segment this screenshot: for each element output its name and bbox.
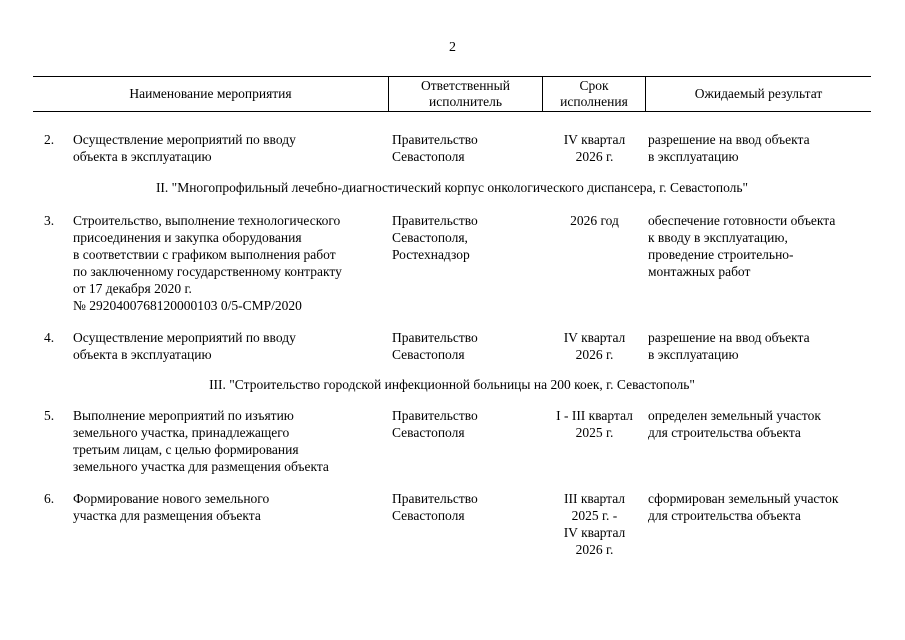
deadline: III квартал 2025 г. - IV квартал 2026 г.: [563, 491, 626, 557]
executor: Правительство Севастополя: [392, 132, 478, 164]
row-number: 4.: [44, 330, 55, 345]
deadline: IV квартал 2026 г.: [563, 330, 626, 362]
page-number: 2: [449, 40, 456, 55]
header-term: Срок исполнения: [560, 78, 628, 109]
activity-name: Выполнение мероприятий по изъятию земельного участка, принадлежащего третьим лицам, с целью формирования земельного участка для размещения объекта: [73, 408, 329, 474]
row-number: 5.: [44, 408, 55, 423]
row-number: 2.: [44, 132, 55, 147]
deadline: 2026 год: [570, 213, 619, 228]
row-number: 3.: [44, 213, 55, 228]
activity-name: Формирование нового земельного участка для размещения объекта: [73, 491, 270, 523]
section-heading: III. "Строительство городской инфекционной больницы на 200 коек, г. Севастополь": [209, 377, 695, 392]
executor: Правительство Севастополя, Ростехнадзор: [392, 213, 478, 262]
expected-result: определен земельный участок для строительства объекта: [648, 408, 821, 440]
executor: Правительство Севастополя: [392, 408, 478, 440]
deadline: I - III квартал 2025 г.: [556, 408, 633, 440]
executor: Правительство Севастополя: [392, 330, 478, 362]
activity-name: Строительство, выполнение технологического присоединения и закупка оборудования в соответствии с графиком выполнения работ по заключенному государственному контракту от 17 декабря 2020 г. № 2920400768120000103 0/5-СМР/2020: [73, 213, 342, 313]
activity-name: Осуществление мероприятий по вводу объекта в эксплуатацию: [73, 132, 296, 164]
header-result: Ожидаемый результат: [694, 86, 823, 101]
row-number: 6.: [44, 491, 55, 506]
expected-result: сформирован земельный участок для строительства объекта: [648, 491, 839, 523]
expected-result: разрешение на ввод объекта в эксплуатацию: [648, 330, 810, 362]
activity-name: Осуществление мероприятий по вводу объекта в эксплуатацию: [73, 330, 296, 362]
section-heading: II. "Многопрофильный лечебно-диагностический корпус онкологического диспансера, г. Севастополь": [155, 180, 749, 195]
header-name: Наименование мероприятия: [129, 86, 292, 101]
expected-result: разрешение на ввод объекта в эксплуатацию: [648, 132, 810, 164]
header-executor: Ответственный исполнитель: [421, 78, 510, 109]
expected-result: обеспечение готовности объекта к вводу в эксплуатацию, проведение строительно- монтажных работ: [648, 213, 836, 279]
deadline: IV квартал 2026 г.: [563, 132, 626, 164]
executor: Правительство Севастополя: [392, 491, 478, 523]
